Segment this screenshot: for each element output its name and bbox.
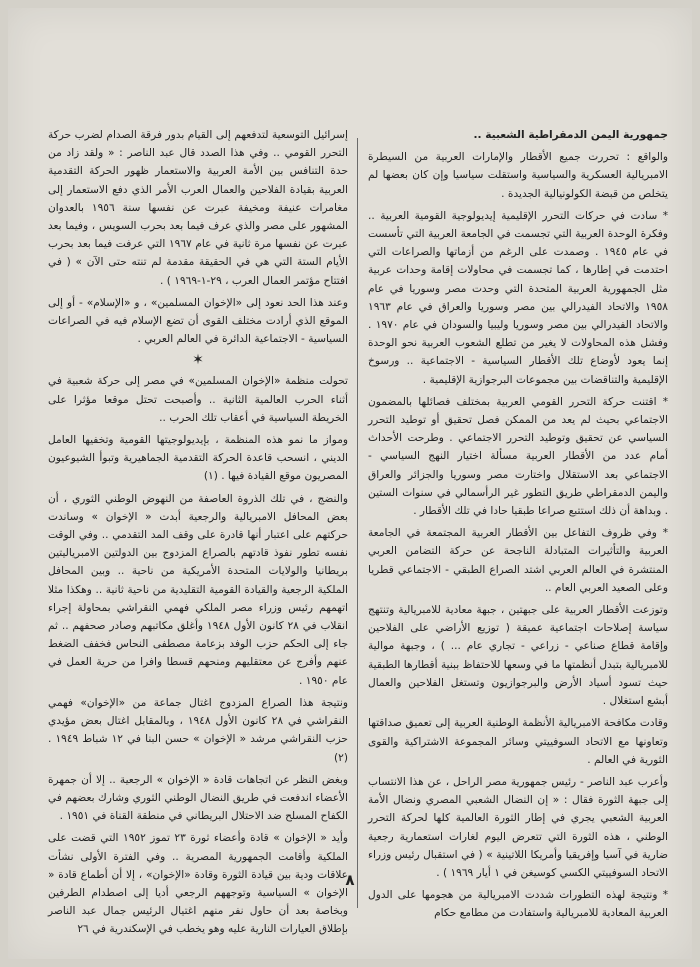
page-sheet: [8, 8, 692, 959]
paragraph: * سادت في حركات التحرر الإقليمية إيديولوجية القومية العربية .. وفكرة الوحدة العربية التي تجسمت في الجامعة العربية التي تأسست في عام ١٩٤٥ . وصمدت على الرغم من أزماتها والصراعات التي احتدمت في إطارها ، كما تجسمت في محاولات إقامة وحدات عربية مثل الجمهورية العربية المتحدة التي وحدت مصر وسوريا في عام ١٩٥٨ والاتحاد الفيدرالي بين مصر وسوريا والعراق في عام ١٩٦٣ والاتحاد الفيدرالي بين مصر وسوريا وليبيا والسودان في عام ١٩٧٠ . وفشل هذه المحاولات لا يغير من تطلع الشعوب العربية نحو الوحدة إنما يعود لأوضاع تلك الأقطار السياسية - الاجتماعية .. ورسوخ الإقليمية والتناقضات بين مجموعات البرجوازية الإقليمية .: [368, 209, 668, 386]
paragraph: إسرائيل التوسعية لتدفعهم إلى القيام بدور فرقة الصدام لضرب حركة التحرر القومي .. وفي هذا الصدد قال عبد الناصر : « ولقد زاد من حدة التنافس بين الأمة العربية والاستعمار ظهور الحركة التقدمية العربية بقيادة الفلاحين والعمال العرب الأمر الذي دفع الاستعمار إلى مغامرات عنيفة ومخيفة عبرت عن نفسها سنة ١٩٥٦ بالعدوان المشهور على مصر والذي عرف فيما بعد بحرب السويس ، وفيما بعد عبرت عن نفسها مرة ثانية في عام ١٩٦٧ التي عرفت فيما بعد بحرب الأيام الستة التي هي في الحقيقة مقدمة لم تنته حتى الآن » ( في افتتاح مؤتمر العمال العرب ، ٢٩-١-١٩٦٩ ) .: [48, 129, 348, 287]
paragraph: وقادت مكافحة الامبريالية الأنظمة الوطنية العربية إلى تعميق صداقتها وتعاونها مع الاتحاد السوفييتي وسائر المجموعة الاشتراكية والقوى الثورية في العالم .: [368, 717, 668, 766]
left-column: [48, 126, 348, 943]
paragraph: وأعرب عبد الناصر - رئيس جمهورية مصر الراحل ، عن هذا الانتساب إلى جبهة الثورة فقال : « إن النضال الشعبي المصري ونضال الأمة العربية الشعبي يجري في إطار الثورة العالمية كلها لحركة التحرر الوطني ، هذه الثورة التي تتعرض اليوم لغارات استعمارية رجعية ضارية في آسيا وإفريقيا وأمريكا اللاتينية » ( في استقبال رئيس وزراء الاتحاد السوفييتي الكسي كوسيغن في ١ أيار ١٩٦٩ ) .: [368, 775, 668, 879]
paragraph: ونتيجة هذا الصراع المزدوج اغتال جماعة من «الإخوان» فهمي النقراشي في ٢٨ كانون الأول ١٩٤٨ ، وبالمقابل اغتال بعض مؤيدي حزب النقراشي مرشد « الإخوان » حسن البنا في ١٢ شباط ١٩٤٩ . (٢): [48, 696, 348, 764]
paragraph: * ونتيجة لهذه التطورات شددت الامبريالية من هجومها على الدول العربية المعادية للامبريالية واستفادت من مطامع حكام: [368, 889, 668, 920]
column-divider: [357, 138, 358, 908]
paragraph: وتوزعت الأقطار العربية على جبهتين ، جبهة معادية للامبريالية وتنتهج سياسة إصلاحات اجتماعية عميقة ( توزيع الأراضي على الفلاحين وإقامة قطاع صناعي - زراعي - تجاري عام ... ) ، وجبهة موالية للامبريالية بتبدل أنظمتها ما في وسعها للاحتفاظ ببنية أقطارها الطبقية حيث تسود أسياد الأرض والبرجوازيون وتستغل الفلاحين والعمال أبشع استغلال .: [368, 604, 668, 708]
paragraph: وأيد « الإخوان » قادة وأعضاء ثورة ٢٣ تموز ١٩٥٢ التي قضت على الملكية وأقامت الجمهورية المصرية .. وفي الفترة الأولى نشأت علاقات ودية بين قيادة الثورة وقادة «الإخوان» ، إلا أن أطماع قادة « الإخوان » السياسية وتوجههم الرجعي أديا إلى اصطدام الطرفين وبخاصة بعد أن حاول نفر منهم اغتيال الرئيس جمال عبد الناصر بإطلاق العيارات النارية عليه وهو يخطب في الإسكندرية في ٢٦: [48, 832, 348, 936]
paragraph: جمهورية اليمن الدمقراطية الشعبية ..: [473, 129, 668, 141]
paragraph: والواقع : تحررت جميع الأقطار والإمارات العربية من السيطرة الامبريالية العسكرية والسياسية واستقلت سياسيا وإن كان بعضها لم يتخلص من قبضة الكولونيالية الجديدة .: [368, 151, 668, 200]
page-number: ٨: [345, 871, 355, 889]
paragraph: * وفي ظروف التفاعل بين الأقطار العربية المجتمعة في الجامعة العربية والتأثيرات المتبادلة الناجحة عن حركة التضامن العربي المنتشرة في العالم العربي اشتد الصراع الطبقي - الاجتماعي قطريا وعلى الصعيد العربي العام ..: [368, 527, 668, 594]
paragraph: وعند هذا الحد نعود إلى «الإخوان المسلمين» ، و «الإسلام» - أو إلى الموقع الذي أرادت مختلف القوى أن تضع الإسلام فيه في الصراعات السياسية - الاجتماعية الدائرة في العالم العربي .: [48, 296, 348, 346]
paragraph: * اقتنت حركة التحرر القومي العربية بمختلف فصائلها بالمضمون الاجتماعي بحيث لم يعد من الممكن فصل تحقيق أو توطيد التحرر السياسي عن تحقيق وتوطيد التحرر الاجتماعي . وطرحت الأحداث أمام عدد من الأقطار العربية مسألة اختيار النهج السياسي - الاجتماعي بعد الاستقلال واختارت مصر وسوريا والجزائر والعراق واليمن الدمقراطي طريق التطور غير الرأسمالي في سنوات الستين . وبداهة أن ذلك استتبع صراعا طبقيا حادا في تلك الأقطار .: [368, 395, 668, 518]
paragraph: والنضج ، في تلك الذروة العاصفة من النهوض الوطني الثوري ، أن بعض المحافل الامبريالية والرجعية أبدت « الإخوان » وساندت حركتهم على اعتبار أنها قادرة على وقف المد التقدمي .. وفي الوقت نفسه تطور نفوذ قادتهم بالصراع المزدوج بين الدولتين الامبرياليتين بريطانيا والولايات المتحدة الأمريكية من ناحية .. وبين المحافل الملكية الرجعية والقيادة القومية التقليدية من ناحية ثانية .. وهكذا مثلا اتهمهم رئيس وزراء مصر الملكي فهمي النقراشي بمحاولة إجراء انقلاب في ٢٨ كانون الأول ١٩٤٨ وأغلق مكاتبهم وصادر صحفهم .. ثم جاء إلى الحكم حزب الوفد بزعامة مصطفى النحاس فخفف الضغط عنهم وأفرج عن معتقليهم ومنحهم قسطا وافرا من حرية العمل في عام ١٩٥٠ .: [48, 492, 348, 687]
paragraph: وبغض النظر عن اتجاهات قادة « الإخوان » الرجعية .. إلا أن جمهرة الأعضاء اندفعت في طريق النضال الوطني الثوري وشارك بعضهم في الكفاح المسلح ضد الاحتلال البريطاني في منطقة القناة في ١٩٥١ .: [48, 773, 348, 823]
section-separator-star: ✶: [192, 352, 204, 369]
right-column: [368, 126, 668, 927]
paragraph: تحولت منظمة «الإخوان المسلمين» في مصر إلى حركة شعبية في أثناء الحرب العالمية الثانية .. وأصبحت تحتل موقعا مؤثرا على الخريطة السياسية في أعقاب تلك الحرب ..: [48, 375, 348, 424]
paragraph: ومواز ما نمو هذه المنظمة ، بإيديولوجيتها القومية وتخفيها العامل الديني ، انسحب قاعدة الحركة التقدمية الجماهيرية وتبوأ الشيوعيون المصريون موقع القيادة فيها . (١): [48, 434, 348, 483]
